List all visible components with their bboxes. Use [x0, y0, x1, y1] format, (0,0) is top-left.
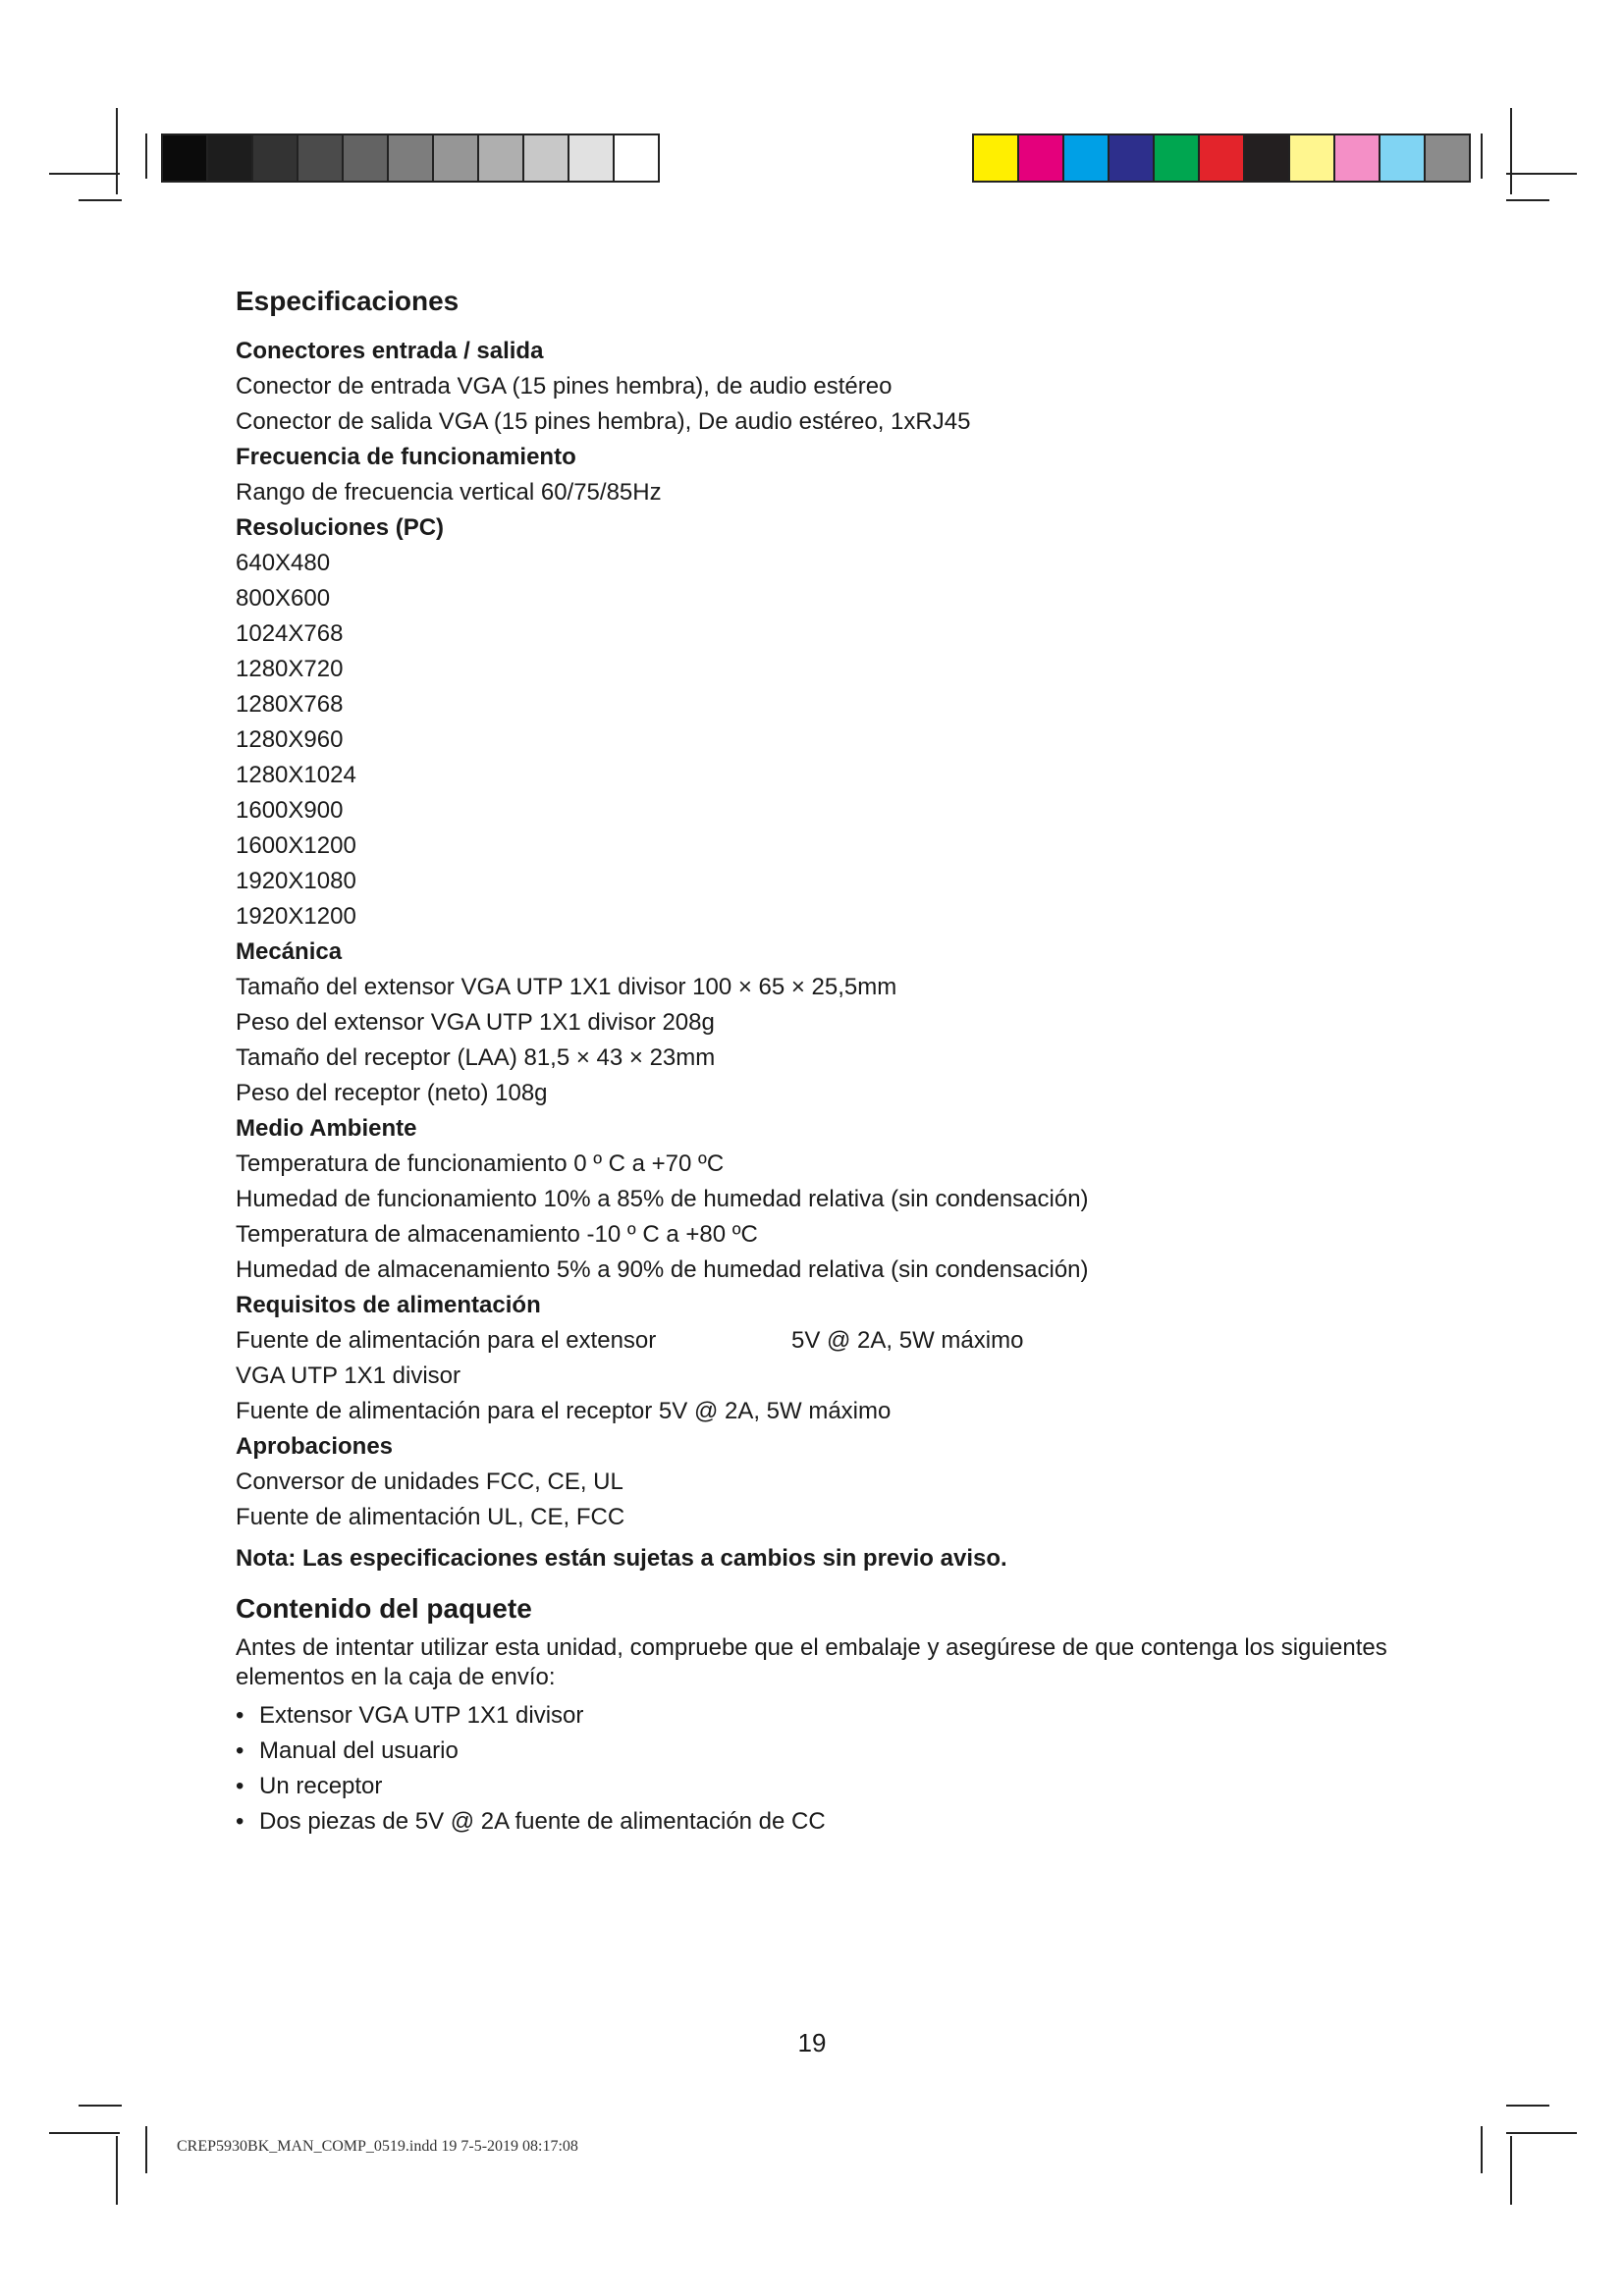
power-extensor-row	[236, 1323, 1394, 1359]
resolution-item: 800X600	[236, 585, 331, 612]
spec-line: Humedad de almacenamiento 5% a 90% de humedad relativa (sin condensación)	[236, 1256, 1089, 1283]
gray-swatch	[298, 135, 344, 181]
list-item: • Un receptor	[236, 1769, 1394, 1804]
package-item: Manual del usuario	[259, 1737, 459, 1764]
print-slug: CREP5930BK_MAN_COMP_0519.indd 19 7-5-2019 08:17:08	[177, 2138, 578, 2155]
resolution-item: 1920X1200	[236, 903, 356, 930]
crop-mark	[116, 108, 118, 194]
power-extensor-value: 5V @ 2A, 5W máximo	[791, 1327, 1024, 1354]
crop-mark	[1506, 2132, 1577, 2134]
spec-line: Tamaño del receptor (LAA) 81,5 × 43 × 23mm	[236, 1044, 716, 1071]
gray-swatch	[163, 135, 208, 181]
crop-mark	[79, 199, 122, 201]
resolution-item: 1600X1200	[236, 832, 356, 859]
package-item: Un receptor	[259, 1773, 383, 1799]
package-intro: Antes de intentar utilizar esta unidad, compruebe que el embalaje y asegúrese de que contenga los siguientes elementos en la caja de envío:	[236, 1634, 1387, 1690]
list-item: • Dos piezas de 5V @ 2A fuente de alimentación de CC	[236, 1804, 1394, 1840]
color-swatch	[1200, 135, 1245, 181]
color-swatch	[1110, 135, 1155, 181]
crop-mark	[1510, 2136, 1512, 2205]
gray-swatch	[253, 135, 298, 181]
power-extensor-label: Fuente de alimentación para el extensor	[236, 1327, 657, 1354]
spec-line: Temperatura de almacenamiento -10 º C a +80 ºC	[236, 1221, 758, 1248]
crop-mark	[49, 2132, 120, 2134]
resolution-item: 1280X768	[236, 691, 344, 718]
gray-swatch	[208, 135, 253, 181]
color-swatch	[1380, 135, 1426, 181]
io-heading: Conectores entrada / salida	[236, 338, 544, 364]
spec-line: Tamaño del extensor VGA UTP 1X1 divisor 100 × 65 × 25,5mm	[236, 974, 897, 1000]
color-swatch	[1335, 135, 1380, 181]
power-heading: Requisitos de alimentación	[236, 1292, 541, 1318]
crop-mark	[1506, 2105, 1549, 2107]
page-content	[236, 285, 1394, 1840]
freq-heading: Frecuencia de funcionamiento	[236, 444, 576, 470]
crop-mark	[145, 133, 147, 179]
list-item: • Extensor VGA UTP 1X1 divisor	[236, 1698, 1394, 1734]
resolution-item: 1024X768	[236, 620, 344, 647]
spec-line: VGA UTP 1X1 divisor	[236, 1362, 460, 1389]
gray-swatch	[479, 135, 524, 181]
spec-line: Peso del extensor VGA UTP 1X1 divisor 208g	[236, 1009, 715, 1036]
spec-line: Humedad de funcionamiento 10% a 85% de humedad relativa (sin condensación)	[236, 1186, 1089, 1212]
gray-swatch	[524, 135, 569, 181]
color-swatch	[974, 135, 1019, 181]
spec-line: Conversor de unidades FCC, CE, UL	[236, 1468, 623, 1495]
color-swatch	[1155, 135, 1200, 181]
gray-swatch	[569, 135, 615, 181]
resolution-item: 1280X720	[236, 656, 344, 682]
crop-mark	[79, 2105, 122, 2107]
crop-mark	[1510, 108, 1512, 194]
approvals-heading: Aprobaciones	[236, 1433, 394, 1460]
color-calibration-bar	[972, 133, 1471, 183]
gray-calibration-bar	[161, 133, 660, 183]
gray-swatch	[434, 135, 479, 181]
package-item: Dos piezas de 5V @ 2A fuente de alimentación de CC	[259, 1808, 826, 1835]
spec-line: Fuente de alimentación para el receptor 5V @ 2A, 5W máximo	[236, 1398, 892, 1424]
color-swatch	[1426, 135, 1469, 181]
spec-line: Peso del receptor (neto) 108g	[236, 1080, 548, 1106]
crop-mark	[1481, 133, 1483, 179]
spec-line: Conector de entrada VGA (15 pines hembra), de audio estéreo	[236, 373, 893, 400]
resolution-item: 1600X900	[236, 797, 344, 824]
gray-swatch	[615, 135, 658, 181]
resolution-item: 1280X960	[236, 726, 344, 753]
spec-line: Fuente de alimentación UL, CE, FCC	[236, 1504, 625, 1530]
package-item: Extensor VGA UTP 1X1 divisor	[259, 1702, 584, 1729]
resolution-item: 1280X1024	[236, 762, 356, 788]
crop-mark	[1506, 173, 1577, 175]
spec-line: Temperatura de funcionamiento 0 º C a +70 ºC	[236, 1150, 725, 1177]
mech-heading: Mecánica	[236, 938, 343, 965]
gray-swatch	[344, 135, 389, 181]
spec-line: Rango de frecuencia vertical 60/75/85Hz	[236, 479, 662, 506]
crop-mark	[1506, 199, 1549, 201]
crop-mark	[49, 173, 120, 175]
package-title: Contenido del paquete	[236, 1593, 532, 1624]
resolution-item: 640X480	[236, 550, 331, 576]
gray-swatch	[389, 135, 434, 181]
env-heading: Medio Ambiente	[236, 1115, 417, 1142]
color-swatch	[1019, 135, 1064, 181]
list-item: • Manual del usuario	[236, 1734, 1394, 1769]
res-heading: Resoluciones (PC)	[236, 514, 445, 541]
spec-line: Conector de salida VGA (15 pines hembra), De audio estéreo, 1xRJ45	[236, 408, 971, 435]
page-number: 19	[797, 2028, 827, 2057]
color-swatch	[1245, 135, 1290, 181]
crop-mark	[1481, 2126, 1483, 2173]
color-swatch	[1064, 135, 1110, 181]
specs-title: Especificaciones	[236, 286, 460, 316]
color-swatch	[1290, 135, 1335, 181]
crop-mark	[145, 2126, 147, 2173]
resolution-item: 1920X1080	[236, 868, 356, 894]
specs-note: Nota: Las especificaciones están sujetas a cambios sin previo aviso.	[236, 1545, 1007, 1572]
crop-mark	[116, 2136, 118, 2205]
